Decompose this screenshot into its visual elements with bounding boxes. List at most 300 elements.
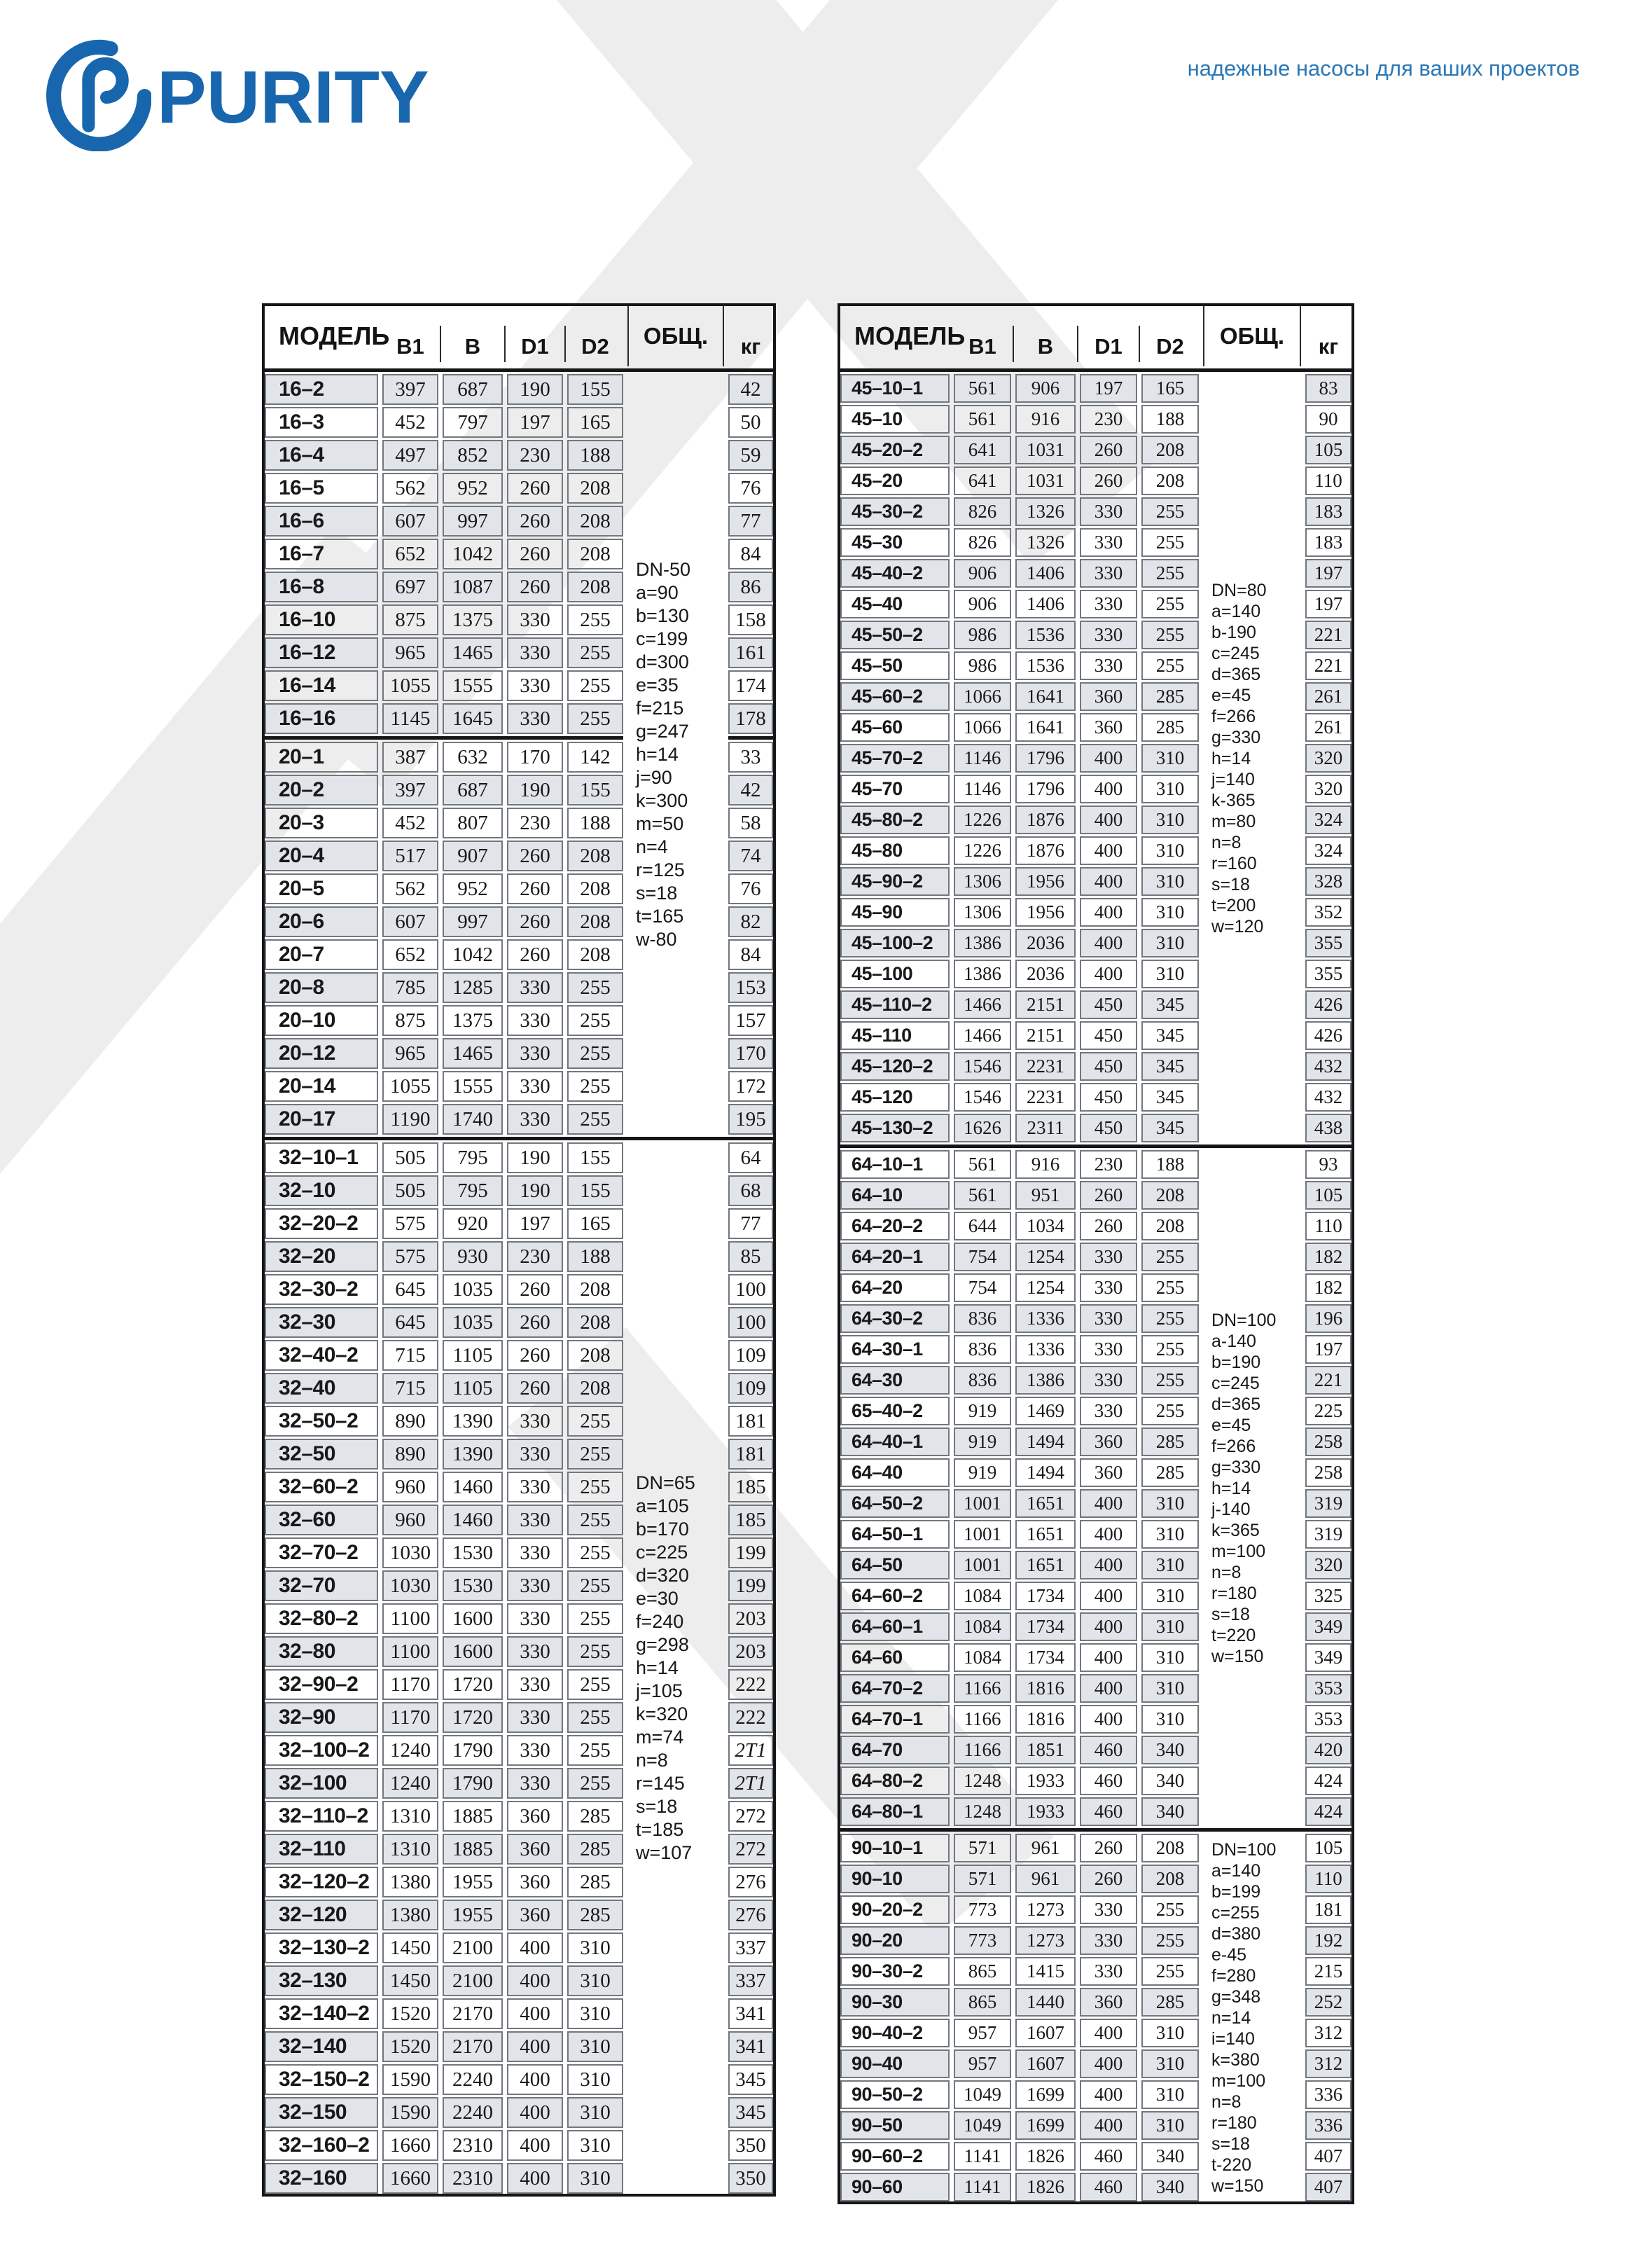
kg-cell: 215 <box>1305 1957 1351 1986</box>
kg-cell: 197 <box>1305 1335 1351 1364</box>
model-cell: 64–60 <box>840 1643 950 1672</box>
d2-cell: 255 <box>1141 1304 1199 1333</box>
b1-cell: 1145 <box>382 703 438 734</box>
model-cell: 45–20–2 <box>840 436 950 464</box>
kg-cell: 110 <box>1305 1212 1351 1240</box>
b-cell: 1955 <box>443 1867 503 1897</box>
b-cell: 2100 <box>443 1965 503 1996</box>
d2-cell: 255 <box>567 1439 623 1470</box>
model-cell: 90–40–2 <box>840 2019 950 2047</box>
b-cell: 1600 <box>443 1636 503 1667</box>
d2-cell: 208 <box>567 906 623 937</box>
d2-cell: 208 <box>567 1274 623 1305</box>
model-cell: 16–10 <box>265 604 378 635</box>
b-cell: 1876 <box>1015 805 1076 834</box>
col-header-kg: кг <box>1318 334 1339 359</box>
b1-cell: 1546 <box>954 1052 1011 1081</box>
b1-cell: 1590 <box>382 2097 438 2128</box>
kg-cell: 349 <box>1305 1612 1351 1641</box>
b1-cell: 826 <box>954 497 1011 526</box>
kg-cell: 353 <box>1305 1674 1351 1703</box>
b-cell: 1336 <box>1015 1335 1076 1364</box>
model-cell: 16–7 <box>265 539 378 569</box>
d2-cell: 142 <box>567 742 623 773</box>
d2-cell: 285 <box>567 1834 623 1865</box>
b-cell: 1254 <box>1015 1273 1076 1302</box>
b1-cell: 773 <box>954 1926 1011 1955</box>
kg-cell: 33 <box>728 742 773 773</box>
b-cell: 1460 <box>443 1472 503 1502</box>
d2-cell: 345 <box>1141 990 1199 1019</box>
model-cell: 64–80–1 <box>840 1797 950 1826</box>
d1-cell: 260 <box>507 1373 563 1404</box>
d1-cell: 400 <box>1080 1582 1137 1610</box>
obsh-line: g=298 <box>636 1634 689 1655</box>
d1-cell: 460 <box>1080 2173 1137 2201</box>
d1-cell: 450 <box>1080 1083 1137 1112</box>
d1-cell: 360 <box>507 1867 563 1897</box>
b1-cell: 865 <box>954 1988 1011 2017</box>
b1-cell: 919 <box>954 1397 1011 1425</box>
kg-cell: 68 <box>728 1175 773 1206</box>
kg-cell: 272 <box>728 1801 773 1832</box>
model-cell: 64–60–1 <box>840 1612 950 1641</box>
b1-cell: 836 <box>954 1366 1011 1395</box>
b-cell: 1955 <box>443 1900 503 1930</box>
kg-cell: 312 <box>1305 2019 1351 2047</box>
b1-cell: 1100 <box>382 1603 438 1634</box>
b1-cell: 965 <box>382 637 438 668</box>
kg-cell: 105 <box>1305 1834 1351 1862</box>
b1-cell: 1380 <box>382 1900 438 1930</box>
obsh-line: r=125 <box>636 859 685 880</box>
kg-cell: 203 <box>728 1636 773 1667</box>
b1-cell: 1030 <box>382 1537 438 1568</box>
kg-cell: 42 <box>728 775 773 805</box>
kg-cell: 86 <box>728 572 773 602</box>
col-header-b1: B1 <box>396 334 424 359</box>
model-cell: 64–10 <box>840 1181 950 1210</box>
obsh-line: s=18 <box>636 1796 678 1817</box>
brand-logo <box>45 39 429 155</box>
obsh-line: b-190 <box>1211 622 1256 642</box>
b1-cell: 1141 <box>954 2142 1011 2171</box>
d1-cell: 330 <box>1080 497 1137 526</box>
kg-cell: 197 <box>1305 559 1351 588</box>
b1-cell: 697 <box>382 572 438 602</box>
obsh-line: a=140 <box>1211 1860 1261 1881</box>
obsh-line: g=247 <box>636 720 689 742</box>
d2-cell: 188 <box>567 1241 623 1272</box>
obsh-line: m=80 <box>1211 811 1256 831</box>
d2-cell: 310 <box>1141 1582 1199 1610</box>
d2-cell: 208 <box>567 506 623 537</box>
b-cell: 1734 <box>1015 1612 1076 1641</box>
model-cell: 32–100–2 <box>265 1735 378 1766</box>
model-cell: 64–70 <box>840 1736 950 1764</box>
col-header-b: B <box>1015 306 1076 366</box>
kg-cell: 424 <box>1305 1766 1351 1795</box>
b-cell: 1699 <box>1015 2111 1076 2140</box>
d2-cell: 310 <box>1141 2111 1199 2140</box>
b-cell: 2240 <box>443 2097 503 2128</box>
d2-cell: 310 <box>1141 836 1199 865</box>
obsh-line: s=18 <box>1211 2134 1250 2154</box>
b1-cell: 1146 <box>954 744 1011 773</box>
b1-cell: 397 <box>382 374 438 405</box>
b1-cell: 906 <box>954 590 1011 618</box>
d2-cell: 188 <box>1141 405 1199 434</box>
d1-cell: 360 <box>1080 1988 1137 2017</box>
d1-cell: 260 <box>1080 466 1137 495</box>
d1-cell: 400 <box>1080 1551 1137 1579</box>
obsh-line: f=215 <box>636 697 684 719</box>
model-cell: 90–40 <box>840 2049 950 2078</box>
d2-cell: 255 <box>567 1669 623 1700</box>
b1-cell: 1520 <box>382 1998 438 2029</box>
model-cell: 32–110–2 <box>265 1801 378 1832</box>
b1-cell: 562 <box>382 473 438 504</box>
b-cell: 2311 <box>1015 1114 1076 1142</box>
obsh-line: c=199 <box>636 628 688 649</box>
b-cell: 1254 <box>1015 1243 1076 1271</box>
d1-cell: 400 <box>1080 1520 1137 1549</box>
model-cell: 32–60–2 <box>265 1472 378 1502</box>
kg-cell: 272 <box>728 1834 773 1865</box>
obsh-line: g=330 <box>1211 1457 1261 1477</box>
obsh-line: DN=65 <box>636 1472 695 1493</box>
kg-cell: 345 <box>728 2097 773 2128</box>
b1-cell: 1001 <box>954 1551 1011 1579</box>
obsh-line: n=8 <box>1211 2091 1242 2112</box>
model-cell: 20–7 <box>265 939 378 970</box>
b1-cell: 715 <box>382 1340 438 1371</box>
b1-cell: 1166 <box>954 1736 1011 1764</box>
obsh-line: t=220 <box>1211 1625 1256 1645</box>
d2-cell: 255 <box>567 1768 623 1799</box>
model-cell: 32–40–2 <box>265 1340 378 1371</box>
b1-cell: 1660 <box>382 2130 438 2161</box>
d1-cell: 197 <box>507 1208 563 1239</box>
d2-cell: 310 <box>1141 898 1199 927</box>
model-cell: 32–30–2 <box>265 1274 378 1305</box>
b1-cell: 960 <box>382 1505 438 1535</box>
model-cell: 45–100 <box>840 960 950 988</box>
d2-cell: 255 <box>567 670 623 701</box>
b-cell: 2231 <box>1015 1083 1076 1112</box>
kg-cell: 183 <box>1305 528 1351 557</box>
model-cell: 16–16 <box>265 703 378 734</box>
b1-cell: 1590 <box>382 2064 438 2095</box>
model-cell: 45–10 <box>840 405 950 434</box>
b1-cell: 1141 <box>954 2173 1011 2201</box>
model-cell: 90–20–2 <box>840 1895 950 1924</box>
kg-cell: 185 <box>728 1472 773 1502</box>
d2-cell: 285 <box>567 1801 623 1832</box>
model-cell: 32–90–2 <box>265 1669 378 1700</box>
d2-cell: 310 <box>567 1932 623 1963</box>
d2-cell: 208 <box>1141 436 1199 464</box>
b1-cell: 986 <box>954 621 1011 649</box>
d2-cell: 255 <box>567 1038 623 1069</box>
b1-cell: 754 <box>954 1273 1011 1302</box>
col-header-d1: D1 <box>1080 306 1137 366</box>
kg-cell: 221 <box>1305 1366 1351 1395</box>
b-cell: 1406 <box>1015 559 1076 588</box>
obsh-merged-cell <box>1203 1150 1301 1826</box>
d1-cell: 400 <box>507 2097 563 2128</box>
b-cell: 795 <box>443 1142 503 1173</box>
model-cell: 20–3 <box>265 808 378 838</box>
d1-cell: 330 <box>1080 1304 1137 1333</box>
d2-cell: 255 <box>567 1104 623 1135</box>
d1-cell: 400 <box>1080 1643 1137 1672</box>
b-cell: 1285 <box>443 972 503 1003</box>
kg-cell: 42 <box>728 374 773 405</box>
kg-cell: 355 <box>1305 960 1351 988</box>
col-header-b1: B1 <box>968 334 996 359</box>
b-cell: 997 <box>443 906 503 937</box>
d2-cell: 255 <box>567 1472 623 1502</box>
d2-cell: 255 <box>1141 1335 1199 1364</box>
b-cell: 1390 <box>443 1439 503 1470</box>
b1-cell: 571 <box>954 1865 1011 1893</box>
d2-cell: 255 <box>567 1505 623 1535</box>
b1-cell: 1466 <box>954 990 1011 1019</box>
kg-cell: 109 <box>728 1340 773 1371</box>
d1-cell: 190 <box>507 1175 563 1206</box>
d2-cell: 285 <box>1141 682 1199 711</box>
obsh-line: k-365 <box>1211 790 1256 810</box>
obsh-line: n=8 <box>1211 1562 1242 1582</box>
obsh-line: b=170 <box>636 1519 689 1540</box>
kg-cell: 312 <box>1305 2049 1351 2078</box>
model-cell: 32–20–2 <box>265 1208 378 1239</box>
model-cell: 45–110 <box>840 1021 950 1050</box>
b1-cell: 505 <box>382 1175 438 1206</box>
d2-cell: 255 <box>567 1636 623 1667</box>
b-cell: 2310 <box>443 2130 503 2161</box>
kg-cell: 170 <box>728 1038 773 1069</box>
b-cell: 1851 <box>1015 1736 1076 1764</box>
b1-cell: 1226 <box>954 805 1011 834</box>
obsh-line: w-80 <box>636 928 677 950</box>
b-cell: 1386 <box>1015 1366 1076 1395</box>
model-cell: 45–120 <box>840 1083 950 1112</box>
d2-cell: 255 <box>567 1406 623 1437</box>
obsh-merged-cell <box>627 1142 724 2194</box>
kg-cell: 199 <box>728 1537 773 1568</box>
b-cell: 2170 <box>443 2031 503 2062</box>
model-cell: 64–20–1 <box>840 1243 950 1271</box>
kg-cell: 320 <box>1305 1551 1351 1579</box>
kg-cell: 424 <box>1305 1797 1351 1826</box>
d1-cell: 400 <box>1080 898 1137 927</box>
d1-cell: 330 <box>507 1505 563 1535</box>
d1-cell: 450 <box>1080 1114 1137 1142</box>
obsh-line: a-140 <box>1211 1331 1256 1351</box>
logo-text: PURITY <box>157 55 429 139</box>
model-cell: 32–130 <box>265 1965 378 1996</box>
model-cell: 64–70–1 <box>840 1705 950 1734</box>
b-cell: 1796 <box>1015 744 1076 773</box>
d1-cell: 330 <box>1080 651 1137 680</box>
kg-cell: 153 <box>728 972 773 1003</box>
b-cell: 1790 <box>443 1768 503 1799</box>
kg-cell: 319 <box>1305 1520 1351 1549</box>
d2-cell: 285 <box>567 1900 623 1930</box>
d1-cell: 330 <box>1080 1957 1137 1986</box>
b1-cell: 1055 <box>382 670 438 701</box>
d2-cell: 340 <box>1141 1797 1199 1826</box>
d2-cell: 255 <box>567 1071 623 1102</box>
b1-cell: 575 <box>382 1241 438 1272</box>
obsh-line: t=200 <box>1211 895 1256 915</box>
d1-cell: 400 <box>1080 805 1137 834</box>
kg-cell: 76 <box>728 873 773 904</box>
d2-cell: 340 <box>1141 1766 1199 1795</box>
b-cell: 2151 <box>1015 1021 1076 1050</box>
b-cell: 1494 <box>1015 1427 1076 1456</box>
obsh-line: e=30 <box>636 1588 679 1609</box>
d1-cell: 460 <box>1080 1736 1137 1764</box>
d1-cell: 330 <box>1080 590 1137 618</box>
d2-cell: 340 <box>1141 2173 1199 2201</box>
kg-cell: 252 <box>1305 1988 1351 2017</box>
model-cell: 45–80–2 <box>840 805 950 834</box>
d1-cell: 330 <box>1080 1895 1137 1924</box>
d2-cell: 285 <box>1141 713 1199 742</box>
obsh-line: DN=100 <box>1211 1839 1277 1860</box>
d1-cell: 330 <box>507 1537 563 1568</box>
b1-cell: 715 <box>382 1373 438 1404</box>
obsh-line: DN=100 <box>1211 1310 1277 1330</box>
kg-cell: 336 <box>1305 2080 1351 2109</box>
d2-cell: 255 <box>567 1570 623 1601</box>
obsh-merged-cell <box>627 374 724 1135</box>
obsh-line: r=180 <box>1211 1583 1257 1603</box>
d2-cell: 255 <box>567 637 623 668</box>
kg-cell: 221 <box>1305 651 1351 680</box>
obsh-line: a=105 <box>636 1495 689 1516</box>
b-cell: 1415 <box>1015 1957 1076 1986</box>
d2-cell: 208 <box>567 873 623 904</box>
model-cell: 32–90 <box>265 1702 378 1733</box>
kg-cell: 181 <box>728 1439 773 1470</box>
d2-cell: 310 <box>567 2163 623 2194</box>
d1-cell: 400 <box>1080 929 1137 957</box>
b1-cell: 836 <box>954 1304 1011 1333</box>
kg-cell: 258 <box>1305 1458 1351 1487</box>
b1-cell: 505 <box>382 1142 438 1173</box>
d1-cell: 450 <box>1080 1052 1137 1081</box>
obsh-line: m=100 <box>1211 2070 1266 2091</box>
d1-cell: 400 <box>507 1932 563 1963</box>
model-cell: 45–60–2 <box>840 682 950 711</box>
b-cell: 1600 <box>443 1603 503 1634</box>
model-cell: 20–1 <box>265 742 378 773</box>
model-cell: 45–20 <box>840 466 950 495</box>
model-cell: 64–50–2 <box>840 1489 950 1518</box>
model-cell: 45–80 <box>840 836 950 865</box>
kg-cell: 426 <box>1305 990 1351 1019</box>
d2-cell: 255 <box>1141 1243 1199 1271</box>
b1-cell: 1248 <box>954 1766 1011 1795</box>
b-cell: 1826 <box>1015 2142 1076 2171</box>
d2-cell: 310 <box>567 1965 623 1996</box>
obsh-line: n=14 <box>1211 2007 1251 2028</box>
d2-cell: 255 <box>1141 621 1199 649</box>
model-cell: 64–20 <box>840 1273 950 1302</box>
obsh-line: s=18 <box>1211 874 1250 894</box>
d2-cell: 208 <box>567 1340 623 1371</box>
d1-cell: 450 <box>1080 1021 1137 1050</box>
d2-cell: 310 <box>1141 1643 1199 1672</box>
d1-cell: 330 <box>1080 1366 1137 1395</box>
obsh-line: j=140 <box>1211 769 1255 789</box>
kg-cell: 181 <box>1305 1895 1351 1924</box>
b-cell: 952 <box>443 873 503 904</box>
d1-cell: 400 <box>1080 1705 1137 1734</box>
obsh-merged-cell <box>1203 1834 1301 2201</box>
b1-cell: 561 <box>954 405 1011 434</box>
model-cell: 20–4 <box>265 841 378 871</box>
d1-cell: 330 <box>507 670 563 701</box>
kg-cell: 110 <box>1305 1865 1351 1893</box>
d1-cell: 400 <box>1080 2111 1137 2140</box>
kg-cell: 64 <box>728 1142 773 1173</box>
d2-cell: 155 <box>567 374 623 405</box>
model-cell: 45–50–2 <box>840 621 950 649</box>
b-cell: 1641 <box>1015 713 1076 742</box>
obsh-line: n=8 <box>1211 832 1242 852</box>
b1-cell: 652 <box>382 939 438 970</box>
kg-cell: 432 <box>1305 1052 1351 1081</box>
kg-cell: 261 <box>1305 682 1351 711</box>
d1-cell: 260 <box>507 473 563 504</box>
obsh-line: d=380 <box>1211 1923 1261 1944</box>
kg-cell: 337 <box>728 1965 773 1996</box>
d2-cell: 208 <box>567 539 623 569</box>
kg-cell: 105 <box>1305 1181 1351 1210</box>
d2-cell: 255 <box>567 604 623 635</box>
b1-cell: 1226 <box>954 836 1011 865</box>
model-cell: 45–90–2 <box>840 867 950 896</box>
model-cell: 64–40–1 <box>840 1427 950 1456</box>
obsh-line: c=245 <box>1211 643 1260 663</box>
obsh-line: f=280 <box>1211 1965 1256 1986</box>
kg-cell: 77 <box>728 506 773 537</box>
b1-cell: 561 <box>954 1181 1011 1210</box>
d2-cell: 165 <box>567 1208 623 1239</box>
d2-cell: 310 <box>1141 867 1199 896</box>
model-cell: 32–70 <box>265 1570 378 1601</box>
kg-cell: 352 <box>1305 898 1351 927</box>
d1-cell: 460 <box>1080 2142 1137 2171</box>
kg-cell: 181 <box>728 1406 773 1437</box>
model-cell: 32–150–2 <box>265 2064 378 2095</box>
d1-cell: 400 <box>1080 2080 1137 2109</box>
b1-cell: 562 <box>382 873 438 904</box>
d1-cell: 330 <box>507 1570 563 1601</box>
tagline: надежные насосы для ваших проектов <box>1187 56 1580 81</box>
kg-cell: 172 <box>728 1071 773 1102</box>
kg-cell: 341 <box>728 2031 773 2062</box>
b1-cell: 1660 <box>382 2163 438 2194</box>
kg-cell: 349 <box>1305 1643 1351 1672</box>
d2-cell: 255 <box>567 972 623 1003</box>
b1-cell: 875 <box>382 1005 438 1036</box>
